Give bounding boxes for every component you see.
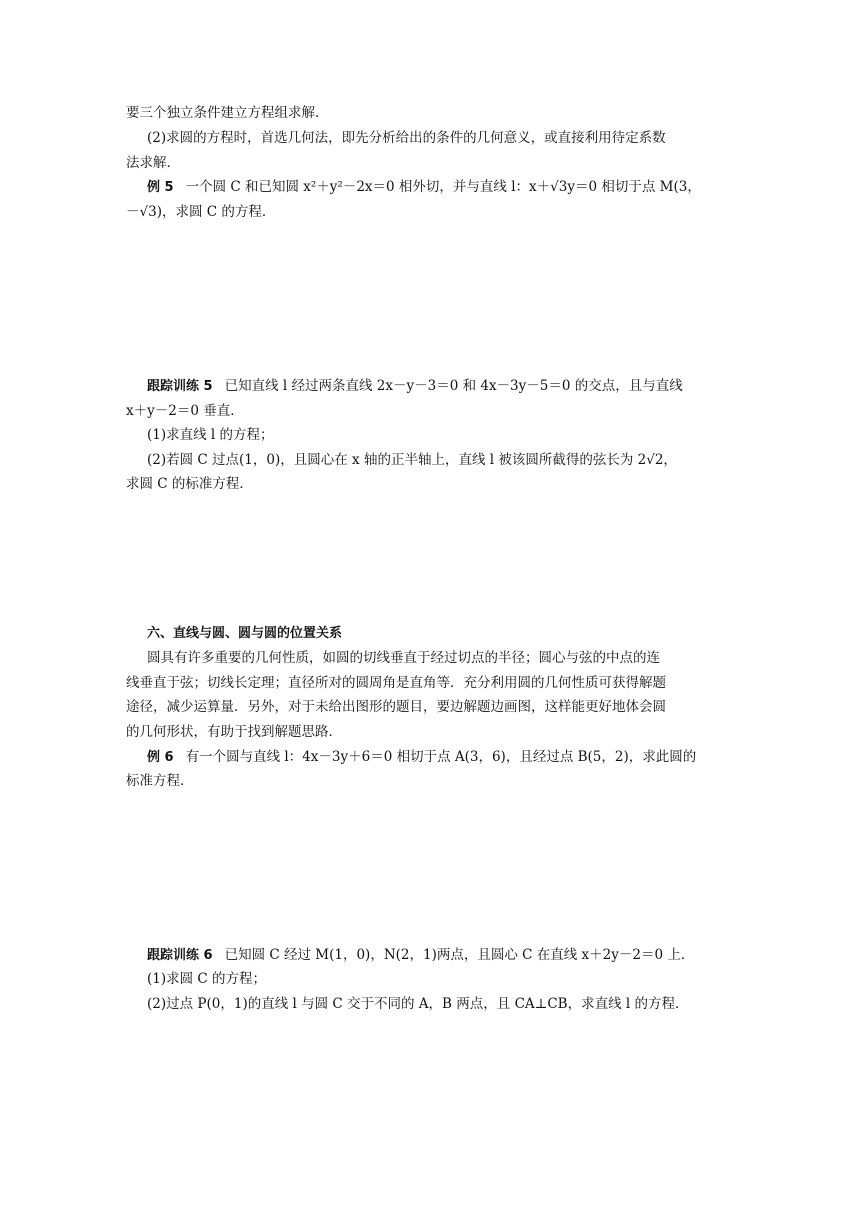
training-6-line [147, 945, 694, 966]
example-5-label: 例 5 [147, 180, 174, 195]
text-line: (2)若圆 C 过点(1，0)，且圆心在 x 轴的正半轴上，直线 l 被该圆所截得的弦长为 2√2， [147, 452, 677, 468]
example-5-line [147, 177, 701, 198]
text-line: 求圆 C 的标准方程． [126, 476, 253, 492]
text-line: (1)求直线 l 的方程； [147, 427, 274, 443]
text-line: 要三个独立条件建立方程组求解． [126, 105, 329, 121]
training-5-line [147, 376, 683, 397]
text-line: 一个圆 C 和已知圆 x²＋y²－2x＝0 相外切，并与直线 l：x＋√3y＝0 相切于点 M(3， [185, 179, 701, 195]
example-6-line [147, 747, 696, 768]
text-line: (2)求圆的方程时，首选几何法，即先分析给出的条件的几何意义，或直接利用待定系数 [147, 130, 666, 146]
training-5-label: 跟踪训练 5 [147, 379, 213, 394]
example-6-label: 例 6 [147, 750, 174, 765]
text-line: (1)求圆 C 的方程； [147, 971, 267, 987]
text-line: 线垂直于弦；切线长定理；直径所对的圆周角是直角等．充分利用圆的几何性质可获得解题 [126, 675, 666, 691]
text-line: x＋y－2＝0 垂直． [126, 403, 244, 419]
text-line: 标准方程． [126, 773, 194, 789]
text-line: －√3)，求圆 C 的方程． [126, 204, 276, 220]
text-line: 法求解． [126, 155, 180, 171]
text-line: 途径，减少运算量．另外，对于未给出图形的题目，要边解题边画图，这样能更好地体会圆 [126, 699, 666, 715]
text-line: 圆具有许多重要的几何性质，如圆的切线垂直于经过切点的半径；圆心与弦的中点的连 [147, 650, 660, 666]
text-line: 已知圆 C 经过 M(1，0)，N(2，1)两点，且圆心 C 在直线 x＋2y－2＝0 上． [224, 947, 695, 963]
text-line: (2)过点 P(0，1)的直线 l 与圆 C 交于不同的 A，B 两点，且 CA⊥CB，求直线 l 的方程． [147, 996, 689, 1012]
text-line: 已知直线 l 经过两条直线 2x－y－3＝0 和 4x－3y－5＝0 的交点，且与直线 [224, 378, 683, 394]
training-6-label: 跟踪训练 6 [147, 948, 213, 963]
section-heading: 六、直线与圆、圆与圆的位置关系 [147, 626, 343, 641]
text-line: 的几何形状，有助于找到解题思路． [126, 724, 342, 740]
text-line: 有一个圆与直线 l：4x－3y＋6＝0 相切于点 A(3，6)，且经过点 B(5，2)，求此圆的 [185, 749, 697, 765]
